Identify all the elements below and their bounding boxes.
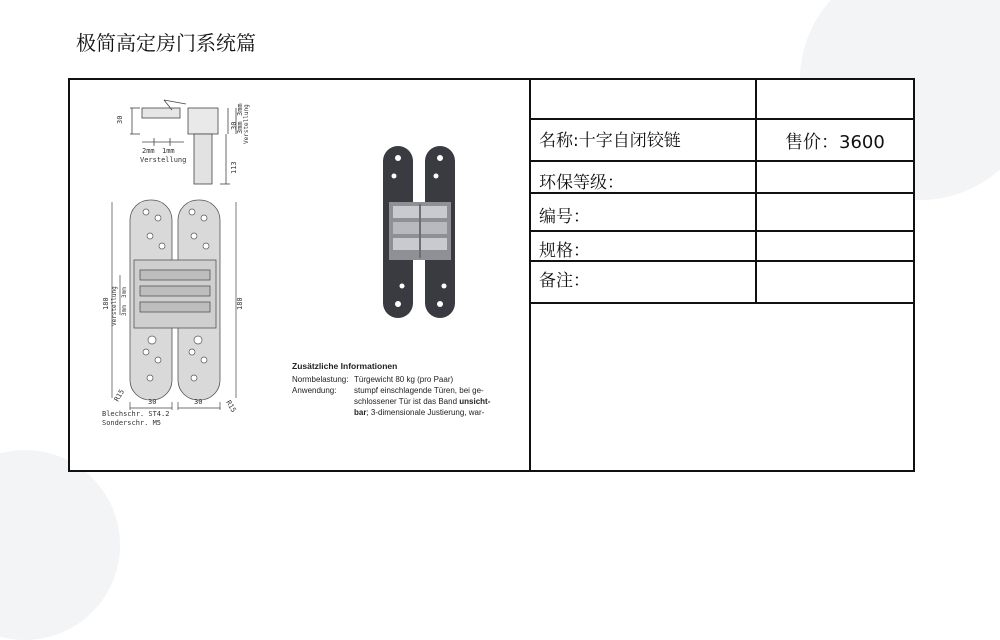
price-display (785, 128, 885, 154)
dim-2mm-label: 2mm (142, 147, 155, 155)
dim-3mm-label-d: 3mm (121, 305, 128, 316)
dim-3mm-label-c: 3mm (121, 287, 128, 298)
dim-30-bottom-left-label: 30 (148, 398, 157, 406)
product-spec-sheet (68, 78, 915, 472)
dim-r15-left-label: R15 (112, 388, 127, 403)
price-value: 3600 (839, 132, 885, 153)
info-row-anwendung (292, 385, 522, 396)
dim-113-label: 113 (230, 161, 238, 174)
verstellung-label-side: Verstellung (111, 286, 118, 326)
hinge-technical-drawing (90, 90, 250, 430)
anwendung-line-2 (292, 396, 522, 407)
anwendung-value-2b: unsicht- (459, 397, 491, 406)
dim-30-right-label: 30 (230, 121, 238, 130)
table-row-header (531, 80, 913, 120)
eco-grade-label: 环保等级： (539, 173, 624, 193)
additional-info-block (292, 361, 522, 418)
verstellung-label-top: Verstellung (243, 104, 250, 144)
price-label: 售价： (785, 132, 839, 153)
product-info-table (531, 80, 913, 470)
info-title: Zusätzliche Informationen (292, 361, 398, 371)
dim-180-left-label: 180 (102, 297, 110, 310)
sonderschr-label: Sonderschr. M5 (102, 419, 162, 427)
anwendung-line-3 (292, 407, 522, 418)
page-title: 极简高定房门系统篇 (76, 31, 256, 55)
dim-30-top-label: 30 (116, 115, 124, 124)
dim-3mm-label-b: 3mm (236, 121, 244, 134)
info-row-normbelastung (292, 374, 522, 385)
anwendung-value-2a: schlossener Tür ist das Band (354, 397, 458, 406)
code-label: 编号： (539, 207, 590, 227)
verstellung-label-mid: Verstellung (140, 156, 187, 164)
table-row-eco (531, 162, 913, 194)
dim-r15-right-label: R15 (224, 399, 238, 414)
note-label: 备注： (539, 271, 590, 291)
anwendung-value-3b: ; 3-dimensionale Justierung, war- (366, 408, 485, 417)
product-illustration-panel (70, 80, 531, 470)
anwendung-value-1: stumpf einschlagende Türen, bei ge- (354, 386, 484, 395)
table-row-spec (531, 232, 913, 262)
anwendung-value-3a: bar (354, 408, 367, 417)
decorative-circle-bottom-left (0, 450, 120, 640)
name-label: 名称:十字自闭铰链 (539, 131, 681, 151)
normbelastung-key: Normbelastung: (292, 375, 349, 384)
anwendung-key: Anwendung: (292, 386, 337, 395)
table-row-note (531, 262, 913, 304)
spec-label: 规格： (539, 241, 590, 261)
blechschr-label: Blechschr. ST4.2 (102, 410, 170, 418)
hinge-product-photo (375, 142, 465, 322)
dim-3mm-label-a: 3mm (236, 103, 244, 116)
dim-1mm-label: 1mm (162, 147, 175, 155)
normbelastung-value: Türgewicht 80 kg (pro Paar) (354, 375, 454, 384)
dim-30-bottom-right-label: 30 (194, 398, 203, 406)
table-row-code (531, 194, 913, 232)
dim-180-right-label: 180 (236, 297, 244, 310)
